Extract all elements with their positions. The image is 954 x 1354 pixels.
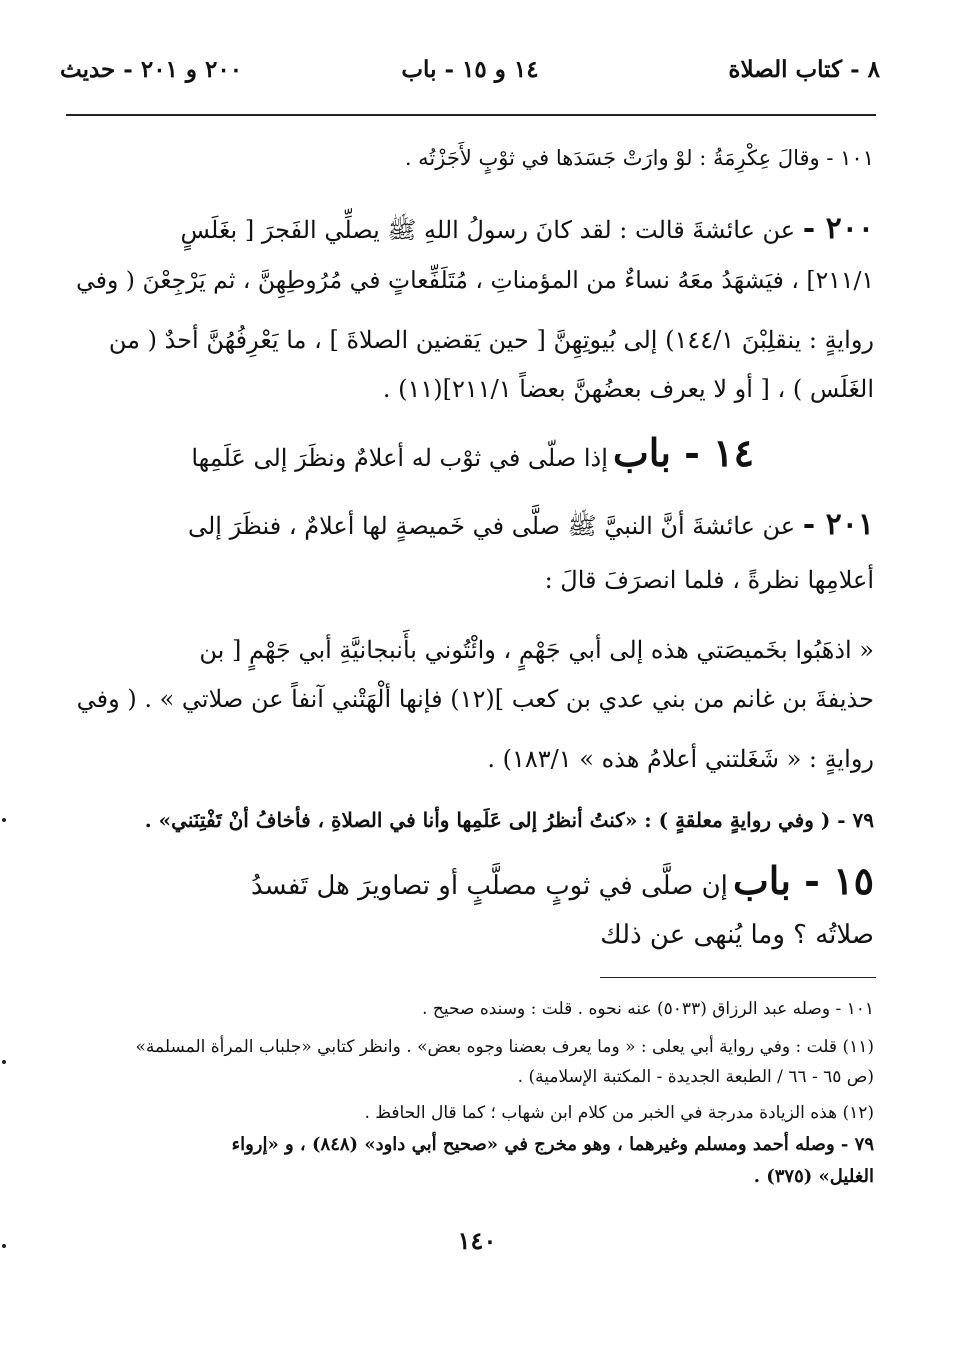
- hadith-200-number: ٢٠٠ -: [802, 211, 874, 246]
- hadith-201-text-1: عن عائشةَ أنَّ النبيَّ ﷺ صلَّى في خَميصةٍ لها أعلامٌ ، فنظَرَ إلى: [187, 512, 796, 540]
- hadith-200-line-2: ٢١١/١] ، فيَشهَدُ معَهُ نساءٌ من المؤمناتِ ، مُتَلَفِّعاتٍ في مُرُوطِهِنَّ ، ثم يَرْجِعْنَ ( وفي: [76, 266, 874, 294]
- bab-14-heading: [154, 430, 754, 475]
- footnote-79-line-2: الغليل» (٣٧٥) .: [753, 1166, 874, 1187]
- header-chapter: ٨ - كتاب الصلاة: [728, 56, 880, 83]
- hadith-201-line-5: روايةٍ : « شَغَلتني أعلامُ هذه » ١٨٣/١) .: [487, 745, 874, 773]
- hadith-200-line-3: روايةٍ : ينقلِبْنَ ١٤٤/١) إلى بُيوتِهِنَّ [ حين يَقضين الصلاةَ ] ، ما يَعْرِفُهُنَّ أحدٌ ( من: [108, 326, 874, 354]
- hadith-201-line-4: حذيفةَ بن غانم من بني عدي بن كعب ](١٢) فإنها ألْهَتْني آنفاً عن صلاتي » . ( وفي: [76, 685, 874, 713]
- muallaq-79: ٧٩ - ( وفي روايةٍ معلقةٍ ) : «كنتُ أنظرُ إلى عَلَمِها وأنا في الصلاةِ ، فأخافُ أنْ تَفْتِنَني» .: [144, 808, 874, 832]
- hadith-200-line-1: [74, 204, 874, 255]
- header-sections: ١٤ و ١٥ - باب: [401, 56, 539, 83]
- hadith-201-number: ٢٠١ -: [802, 507, 874, 542]
- scan-mark: [2, 1060, 6, 1064]
- hadith-201-line-2: أعلامِها نظرةً ، فلما انصرَفَ قالَ :: [544, 566, 874, 594]
- header-hadiths: ٢٠٠ و ٢٠١ - حديث: [60, 56, 243, 83]
- footnote-11-line-2: (ص ٦٥ - ٦٦ / الطبعة الجديدة - المكتبة الإسلامية) .: [517, 1067, 874, 1087]
- scan-mark: [2, 818, 6, 822]
- page-number: ١٤٠: [457, 1226, 497, 1255]
- footnote-11-line-1: (١١) قلت : وفي رواية أبي يعلى : « وما يعرف بعضنا وجوه بعض» . وانظر كتابي «جلباب المرأة المسلمة»: [135, 1037, 874, 1057]
- footnote-101: ١٠١ - وصله عبد الرزاق (٥٠٣٣) عنه نحوه . قلت : وسنده صحيح .: [422, 999, 874, 1019]
- hadith-200-text-1: عن عائشةَ قالت : لقد كانَ رسولُ اللهِ ﷺ يصلِّي الفَجرَ [ بغَلَسٍ: [180, 216, 796, 244]
- bab-14-label: ١٤ - باب: [613, 430, 754, 475]
- hadith-201-line-3: « اذهَبُوا بخَميصَتي هذه إلى أبي جَهْمٍ ، وائْتُوني بأَنبجانيَّةِ أبي جَهْمٍ [ بن: [199, 636, 874, 664]
- bab-14-title: إذا صلّى في ثوْب له أعلامٌ ونظَرَ إلى عَلَمِها: [191, 444, 608, 472]
- hadith-200-line-4: الغَلَس ) ، [ أو لا يعرف بعضُهنَّ بعضاً ٢١١/١](١١) .: [382, 375, 874, 403]
- bab-15-title-1: إن صلَّى في ثوبٍ مصلَّبٍ أو تصاويرَ هل تَفسدُ: [251, 871, 728, 901]
- header-rule: [66, 114, 876, 116]
- footnote-12: (١٢) هذه الزيادة مدرجة في الخبر من كلام ابن شهاب ؛ كما قال الحافظ .: [364, 1103, 874, 1123]
- bab-15-label: ١٥ - باب: [733, 858, 874, 903]
- hadith-201-line-1: [74, 500, 874, 551]
- bab-15-title-2: صلاتُه ؟ وما يُنهى عن ذلك: [600, 920, 874, 950]
- footnote-rule: [600, 977, 876, 978]
- running-header: [60, 56, 880, 96]
- scan-mark: [2, 1244, 6, 1248]
- bab-15-heading: [74, 858, 874, 903]
- footnote-79-line-1: ٧٩ - وصله أحمد ومسلم وغيرهما ، وهو مخرج في «صحيح أبي داود» (٨٤٨) ، و «إرواء: [231, 1134, 874, 1155]
- athar-101: ١٠١ - وقالَ عِكْرِمَةُ : لوْ وارَتْ جَسَدَها في ثوْبٍ لأَجَزْتُه .: [404, 146, 874, 170]
